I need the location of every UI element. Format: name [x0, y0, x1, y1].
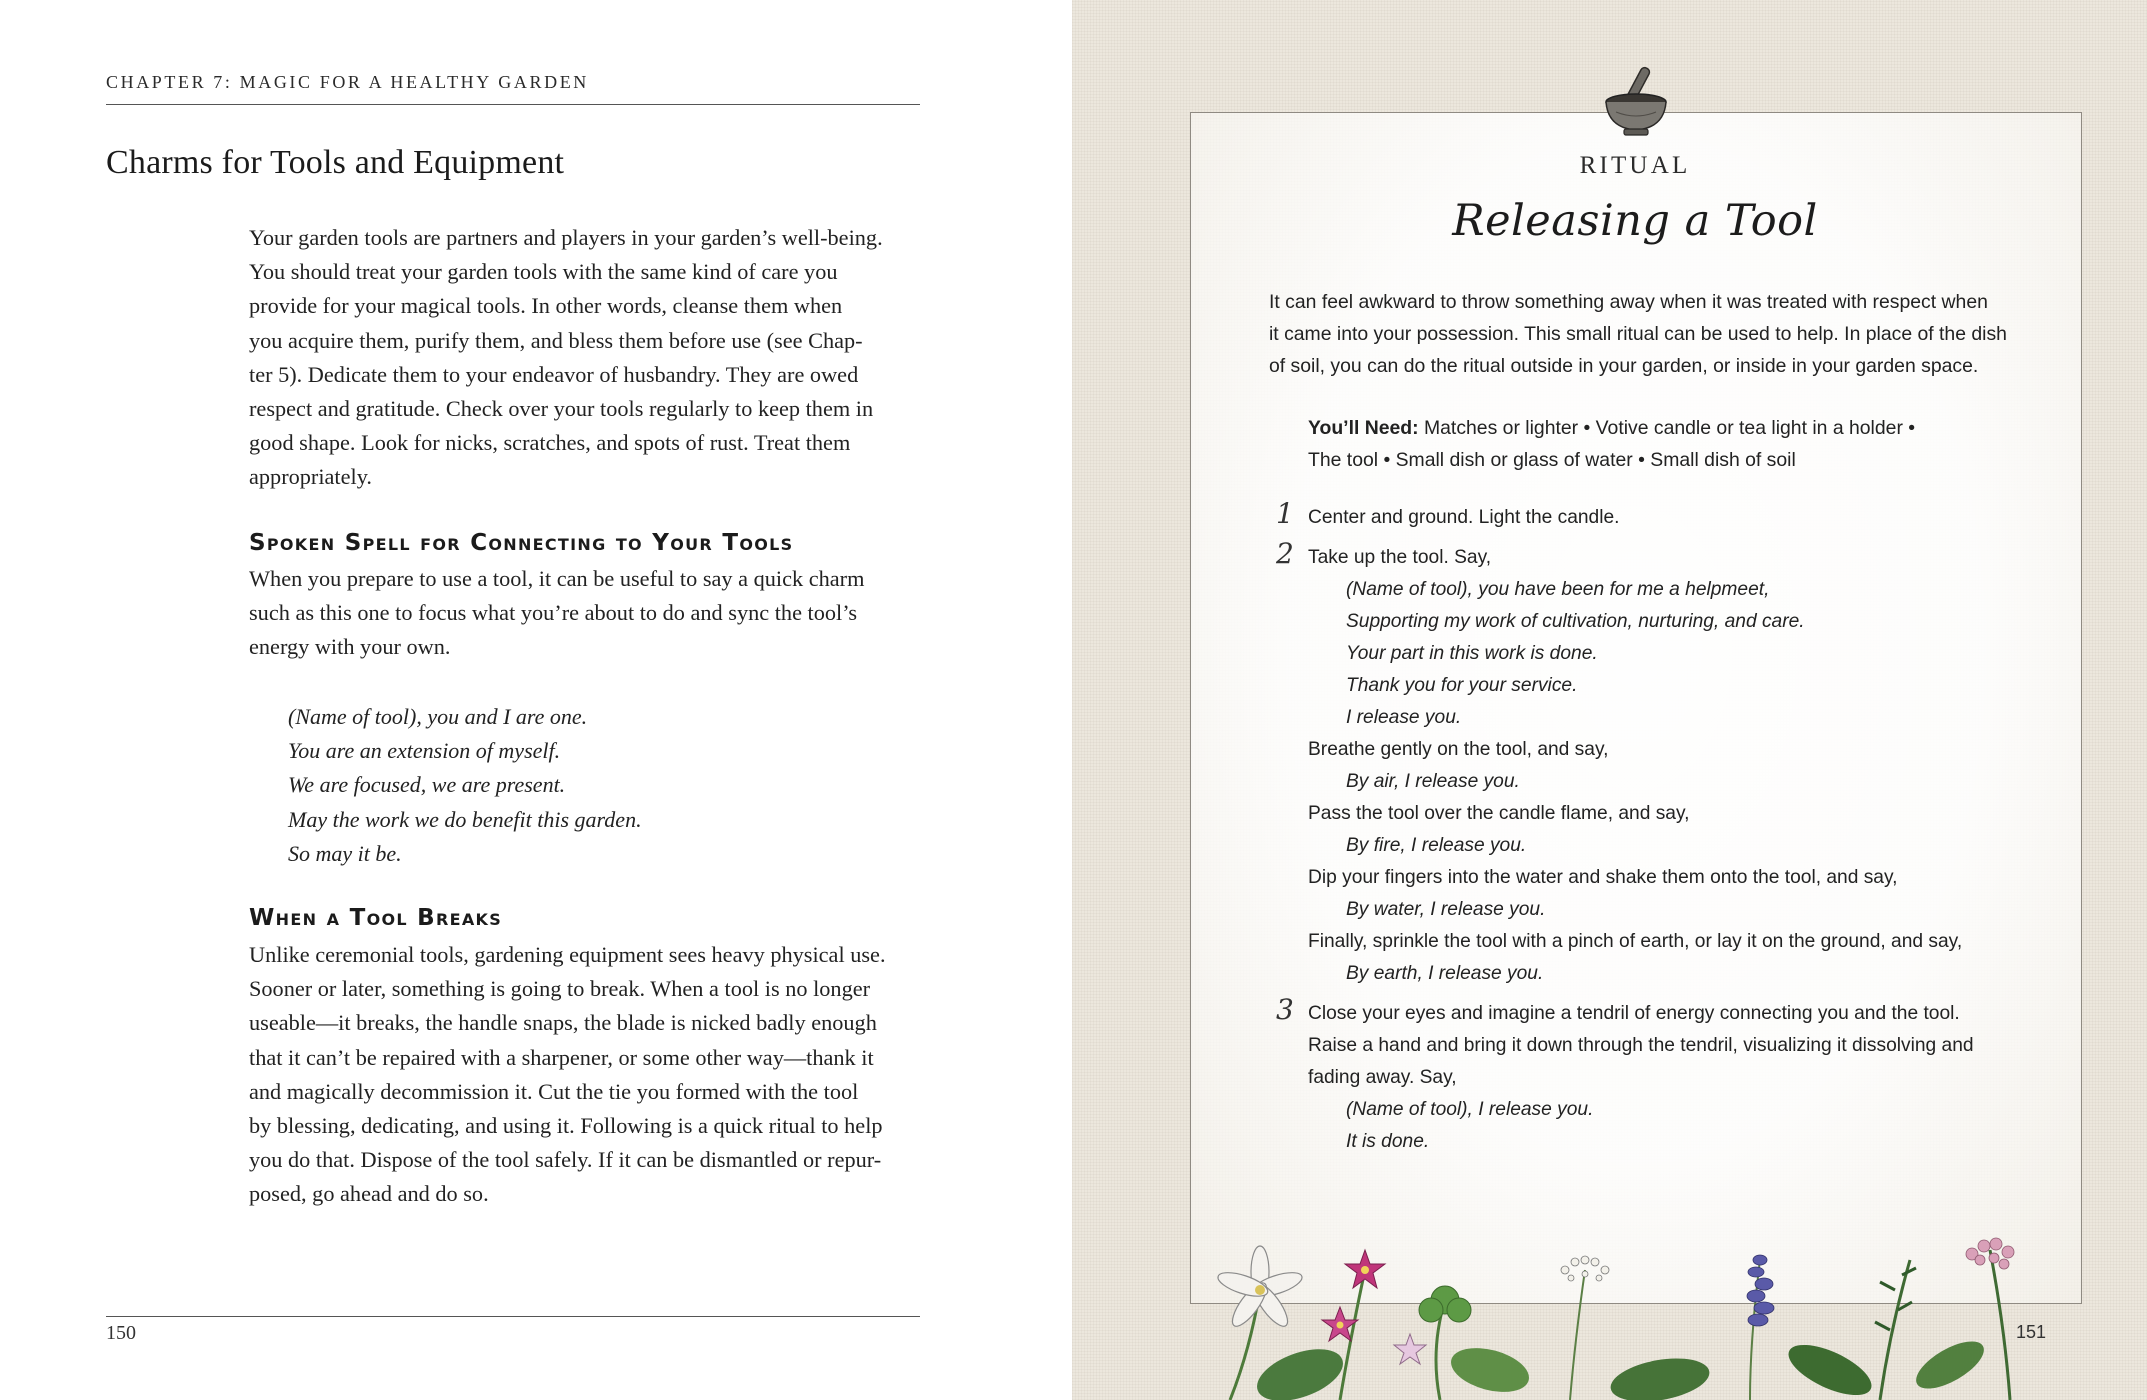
text-line: by blessing, dedicating, and using it. Following is a quick ritual to help: [249, 1113, 883, 1139]
charm-verse: [288, 700, 642, 871]
text-line: you do that. Dispose of the tool safely. If it can be dismantled or repur-: [249, 1147, 882, 1173]
section-title: Charms for Tools and Equipment: [106, 144, 565, 181]
chant-line: Thank you for your service.: [1346, 675, 1578, 696]
step-text: Center and ground. Light the candle.: [1308, 507, 1620, 528]
you-need-line: [1308, 412, 1998, 444]
text-line: of soil, you can do the ritual outside in your garden, or inside in your garden space.: [1269, 355, 1979, 377]
text-line: that it can’t be repaired with a sharpener, or some other way—thank it: [249, 1044, 874, 1070]
footer-rule: [106, 1316, 920, 1317]
you-need-list: [1308, 412, 1998, 476]
text-line: energy with your own.: [249, 634, 451, 660]
chant-line: I release you.: [1346, 707, 1462, 728]
chant-line: By air, I release you.: [1346, 771, 1520, 792]
step-number: 3: [1276, 993, 1294, 1026]
text-line: respect and gratitude. Check over your tools regularly to keep them in: [249, 396, 874, 422]
paragraph-intro: [249, 221, 915, 495]
charm-line: So may it be.: [288, 840, 402, 866]
subhead-tool-breaks: When a Tool Breaks: [249, 905, 503, 931]
botanical-border-illustration: [1190, 1230, 2080, 1400]
page-number-left: 150: [106, 1322, 136, 1344]
page-number-right: 151: [2016, 1322, 2047, 1342]
text-line: useable—it breaks, the handle snaps, the blade is nicked badly enough: [249, 1010, 877, 1036]
chant-line: Your part in this work is done.: [1346, 643, 1598, 664]
text-line: Unlike ceremonial tools, gardening equipment sees heavy physical use.: [249, 942, 886, 967]
text-line: Your garden tools are partners and players in your garden’s well-being.: [249, 225, 883, 250]
text-line: good shape. Look for nicks, scratches, and spots of rust. Treat them: [249, 430, 851, 456]
you-need-label: You’ll Need:: [1308, 417, 1419, 439]
chant-line: By water, I release you.: [1346, 899, 1546, 920]
text-line: provide for your magical tools. In other words, cleanse them when: [249, 293, 843, 319]
you-need-line: The tool • Small dish or glass of water • Small dish of soil: [1308, 449, 1796, 471]
text-line: appropriately.: [249, 464, 372, 490]
chant-line: By fire, I release you.: [1346, 835, 1527, 856]
step-1: [1276, 497, 2016, 534]
text-line: Sooner or later, something is going to break. When a tool is no longer: [249, 976, 871, 1002]
text-line: ter 5). Dedicate them to your endeavor of husbandry. They are owed: [249, 361, 859, 387]
step-text: fading away. Say,: [1308, 1067, 1457, 1088]
text-line: You should treat your garden tools with the same kind of care you: [249, 259, 838, 285]
charm-line: May the work we do benefit this garden.: [288, 806, 642, 832]
text-line: it came into your possession. This small ritual can be used to help. In place of the dish: [1269, 323, 2007, 345]
charm-line: You are an extension of myself.: [288, 738, 561, 764]
running-head: CHAPTER 7: MAGIC FOR A HEALTHY GARDEN: [106, 72, 589, 92]
step-text: Close your eyes and imagine a tendril of energy connecting you and the tool.: [1308, 1003, 1960, 1024]
charm-line: We are focused, we are present.: [288, 772, 566, 798]
step-text: Breathe gently on the tool, and say,: [1308, 739, 1609, 760]
text-line: you acquire them, purify them, and bless them before use (see Chap-: [249, 327, 863, 353]
paragraph-tool-breaks: [249, 938, 915, 1212]
subhead-spoken-spell: Spoken Spell for Connecting to Your Tools: [249, 530, 794, 556]
charm-line: (Name of tool), you and I are one.: [288, 704, 588, 729]
ritual-intro: [1269, 286, 2009, 382]
step-text: Take up the tool. Say,: [1308, 547, 1492, 568]
step-text: Raise a hand and bring it down through the tendril, visualizing it dissolving and: [1308, 1035, 1974, 1056]
text-line: When you prepare to use a tool, it can be useful to say a quick charm: [249, 566, 865, 591]
ritual-title: Releasing a Tool: [1452, 196, 1818, 246]
chant-line: Supporting my work of cultivation, nurturing, and care.: [1346, 611, 1805, 632]
text-line: posed, go ahead and do so.: [249, 1181, 489, 1207]
header-rule: [106, 104, 920, 105]
you-need-items: Matches or lighter • Votive candle or tea light in a holder •: [1424, 417, 1916, 439]
chant-line: By earth, I release you.: [1346, 963, 1544, 984]
step-number: 2: [1276, 537, 1294, 570]
step-text: Finally, sprinkle the tool with a pinch of earth, or lay it on the ground, and say,: [1308, 931, 1963, 952]
ritual-steps: [1276, 497, 2016, 1158]
chant-line: (Name of tool), you have been for me a helpmeet,: [1346, 579, 1770, 600]
ritual-label: RITUAL: [1579, 152, 1691, 179]
step-3: [1276, 993, 2016, 1158]
text-line: It can feel awkward to throw something away when it was treated with respect when: [1269, 291, 1988, 313]
step-2: [1276, 537, 2016, 990]
step-text: Dip your fingers into the water and shake them onto the tool, and say,: [1308, 867, 1898, 888]
paragraph-spell: [249, 562, 915, 665]
chant-line: It is done.: [1346, 1131, 1430, 1152]
step-number: 1: [1276, 497, 1294, 530]
mortar-and-pestle-icon: [1594, 62, 1678, 146]
step-text: Pass the tool over the candle flame, and say,: [1308, 803, 1690, 824]
chant-line: (Name of tool), I release you.: [1346, 1099, 1594, 1120]
text-line: and magically decommission it. Cut the tie you formed with the tool: [249, 1078, 859, 1104]
text-line: such as this one to focus what you’re about to do and sync the tool’s: [249, 600, 858, 626]
